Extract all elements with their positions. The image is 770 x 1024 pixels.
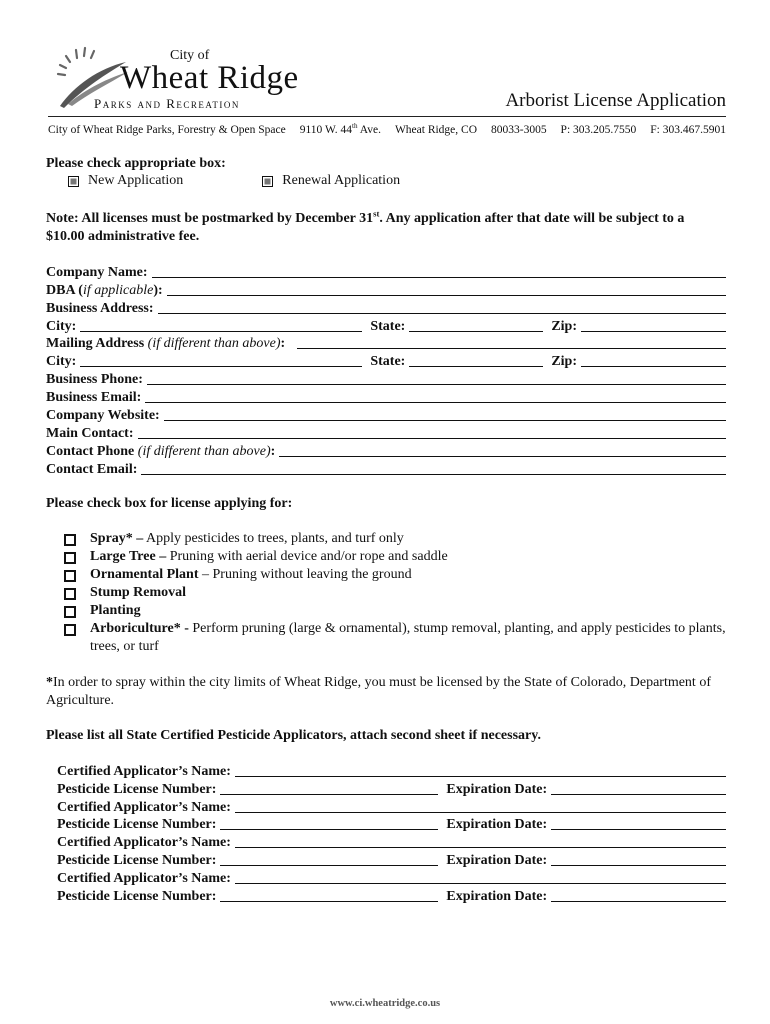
footer-website: www.ci.wheatridge.co.us [329, 998, 441, 1009]
spray-checkbox[interactable] [64, 534, 76, 546]
expiration-date-field-2[interactable] [551, 817, 726, 830]
business-address-field[interactable] [158, 301, 726, 314]
document-title: Arborist License Application [505, 90, 726, 111]
contact-org: City of Wheat Ridge Parks, Forestry & Open Space [48, 124, 286, 136]
ornamental-plant-checkbox[interactable] [64, 570, 76, 582]
company-website-label: Company Website: [46, 408, 160, 424]
mailing-city-state-zip-row [46, 352, 726, 370]
license-option-stump-removal: Stump Removal [64, 584, 726, 602]
license-option-arboriculture: Arboriculture* - Perform pruning (large & ornamental), stump removal, planting, and apply pesticides to plants, trees, or turf [64, 620, 726, 656]
business-address-row [46, 299, 726, 317]
mailing-zip-label: Zip: [551, 354, 578, 370]
contact-email-row [46, 460, 726, 478]
business-phone-label: Business Phone: [46, 372, 143, 388]
mailing-city-field[interactable] [80, 354, 362, 367]
license-option-planting: Planting [64, 602, 726, 620]
applicator-name-field-1[interactable] [235, 764, 726, 777]
expiration-date-field-1[interactable] [551, 782, 726, 795]
renewal-application-label: Renewal Application [282, 173, 401, 188]
license-option-spray: Spray* – Apply pesticides to trees, plants, and turf only [64, 530, 726, 548]
expiration-date-field-4[interactable] [551, 889, 726, 902]
state-field[interactable] [409, 319, 543, 332]
zip-label: Zip: [551, 318, 578, 334]
applicator-name-field-2[interactable] [235, 800, 726, 813]
city-field[interactable] [80, 319, 362, 332]
business-phone-field[interactable] [147, 372, 726, 385]
logo-wheat-ridge: Wheat Ridge [120, 60, 299, 96]
company-name-field[interactable] [152, 265, 727, 278]
license-type-list [64, 530, 726, 656]
new-application-label: New Application [88, 173, 184, 188]
applicator-name-field-3[interactable] [235, 835, 726, 848]
business-email-row [46, 388, 726, 406]
dba-row [46, 281, 726, 299]
zip-field[interactable] [581, 319, 726, 332]
main-contact-row [46, 424, 726, 442]
license-number-field-1[interactable] [220, 782, 438, 795]
license-number-field-2[interactable] [220, 817, 438, 830]
logo-city-of: City of [170, 48, 210, 63]
contact-phone-label: Contact Phone (if different than above): [46, 443, 276, 459]
main-contact-label: Main Contact: [46, 425, 134, 441]
header-divider [48, 116, 726, 117]
applicator-name-row-4: Certified Applicator’s Name: [57, 869, 726, 887]
mailing-city-label: City: [46, 354, 77, 370]
planting-checkbox[interactable] [64, 606, 76, 618]
mailing-state-field[interactable] [409, 354, 543, 367]
license-type-heading: Please check box for license applying for: [46, 496, 293, 511]
applicator-license-row-4: Pesticide License Number: Expiration Date: [57, 887, 726, 905]
applicator-name-row-1: Certified Applicator’s Name: [57, 762, 726, 780]
company-website-field[interactable] [164, 408, 726, 421]
company-name-row [46, 263, 726, 281]
applicator-name-row-2: Certified Applicator’s Name: [57, 798, 726, 816]
renewal-application-checkbox[interactable] [262, 176, 273, 187]
new-application-option[interactable] [68, 173, 183, 189]
logo-parks-and-recreation: Parks and Recreation [94, 96, 240, 111]
contact-fax: F: 303.467.5901 [650, 124, 726, 136]
company-website-row [46, 406, 726, 424]
main-contact-field[interactable] [138, 426, 727, 439]
license-number-field-4[interactable] [220, 889, 438, 902]
applicator-name-row-3: Certified Applicator’s Name: [57, 833, 726, 851]
renewal-application-option[interactable] [262, 173, 400, 189]
applicator-license-row-2: Pesticide License Number: Expiration Date: [57, 816, 726, 834]
check-box-heading: Please check appropriate box: [46, 156, 226, 171]
license-number-field-3[interactable] [220, 853, 438, 866]
mailing-address-row [46, 335, 726, 353]
mailing-address-field[interactable] [297, 336, 726, 349]
mailing-zip-field[interactable] [581, 354, 726, 367]
state-label: State: [370, 318, 406, 334]
city-label: City: [46, 318, 77, 334]
applicator-license-row-1: Pesticide License Number: Expiration Date: [57, 780, 726, 798]
postmark-note: Note: All licenses must be postmarked by December 31st. Any application after that date will be subject to a $10.00 administrative fee. [46, 208, 685, 244]
spray-footnote: *In order to spray within the city limits of Wheat Ridge, you must be licensed by the State of Colorado, Department of Agriculture. [46, 675, 711, 708]
applicators-heading: Please list all State Certified Pesticide Applicators, attach second sheet if necessary. [46, 728, 541, 743]
mailing-state-label: State: [370, 354, 406, 370]
applicator-name-field-4[interactable] [235, 871, 726, 884]
business-info-form [46, 263, 726, 478]
applicators-form [57, 762, 726, 905]
wheat-ridge-logo [50, 46, 320, 112]
license-option-ornamental-plant: Ornamental Plant – Pruning without leaving the ground [64, 566, 726, 584]
business-email-field[interactable] [145, 390, 726, 403]
dba-field[interactable] [167, 283, 726, 296]
contact-city: Wheat Ridge, CO [394, 124, 478, 136]
company-name-label: Company Name: [46, 264, 148, 280]
contact-phone-field[interactable] [279, 444, 726, 457]
arboriculture-checkbox[interactable] [64, 624, 76, 636]
new-application-checkbox[interactable] [68, 176, 79, 187]
business-email-label: Business Email: [46, 390, 142, 406]
contact-phone-row [46, 442, 726, 460]
city-state-zip-row [46, 317, 726, 335]
applicator-license-row-3: Pesticide License Number: Expiration Date: [57, 851, 726, 869]
license-option-large-tree: Large Tree – Pruning with aerial device and/or rope and saddle [64, 548, 726, 566]
contact-email-label: Contact Email: [46, 461, 138, 477]
stump-removal-checkbox[interactable] [64, 588, 76, 600]
contact-street: 9110 W. 44th Ave. [299, 122, 381, 136]
application-type-options [68, 173, 400, 189]
contact-zip: 80033-3005 [490, 124, 547, 136]
business-address-label: Business Address: [46, 300, 154, 316]
business-phone-row [46, 370, 726, 388]
large-tree-checkbox[interactable] [64, 552, 76, 564]
contact-email-field[interactable] [141, 462, 726, 475]
expiration-date-field-3[interactable] [551, 853, 726, 866]
dba-label: DBA (if applicable): [46, 282, 163, 298]
contact-line [48, 124, 726, 136]
mailing-address-label: Mailing Address (if different than above): [46, 336, 286, 352]
contact-phone: P: 303.205.7550 [560, 124, 637, 136]
